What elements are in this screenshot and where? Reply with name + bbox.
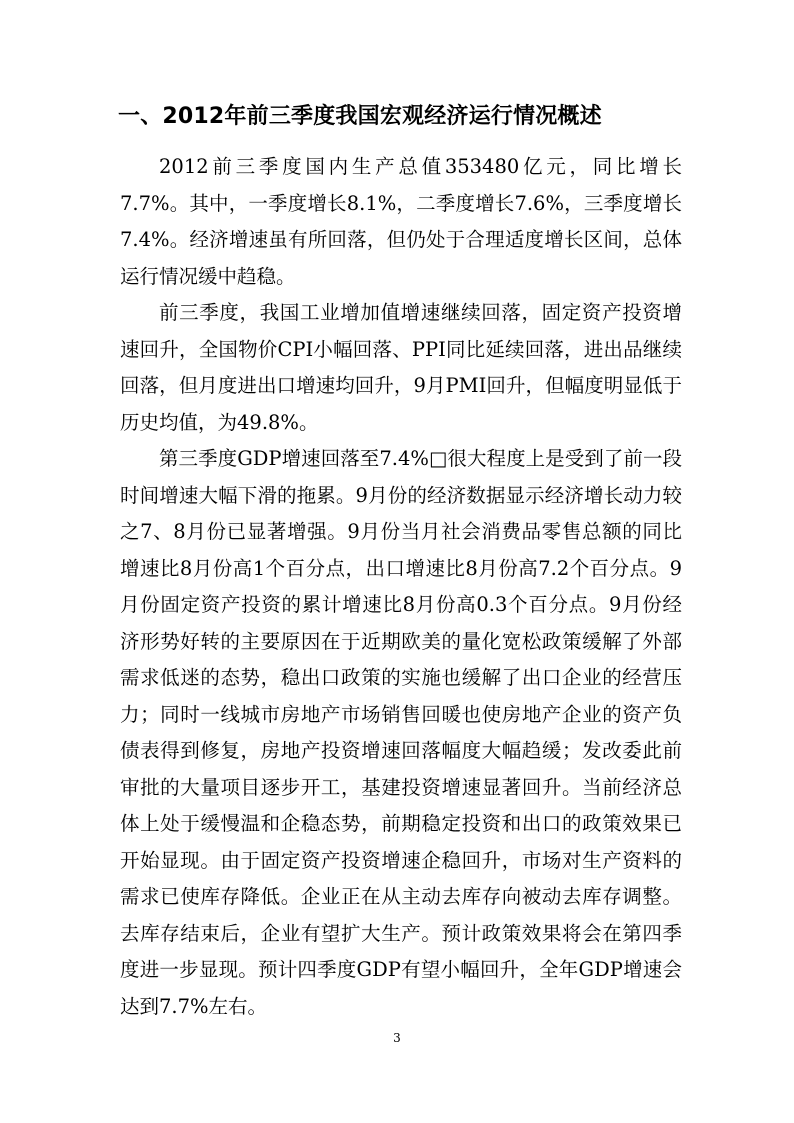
paragraph-indicators: 前三季度，我国工业增加值增速继续回落，固定资产投资增速回升，全国物价CPI小幅回落、PPI同比延续回落，进出品继续回落，但月度进出口增速均回升，9月PMI回升，但幅度明显低于历史均值，为49.8%。	[120, 301, 682, 434]
section-heading: 一、2012年前三季度我国宏观经济运行情况概述	[118, 104, 602, 129]
body-text	[120, 149, 682, 1025]
paragraph-q3-analysis: 第三季度GDP增速回落至7.4%□很大程度上是受到了前一段时间增速大幅下滑的拖累。9月份的经济数据显示经济增长动力较之7、8月份已显著增强。9月份当月社会消费品零售总额的同比增速比8月份高1个百分点，出口增速比8月份高7.2个百分点。9月份固定资产投资的累计增速比8月份高0.3个百分点。9月份经济形势好转的主要原因在于近期欧美的量化宽松政策缓解了外部需求低迷的态势，稳出口政策的实施也缓解了出口企业的经营压力；同时一线城市房地产市场销售回暖也使房地产企业的资产负债表得到修复，房地产投资增速回落幅度大幅趋缓；发改委此前审批的大量项目逐步开工，基建投资增速显著回升。当前经济总体上处于缓慢温和企稳态势，前期稳定投资和出口的政策效果已开始显现。由于固定资产投资增速企稳回升，市场对生产资料的需求已使库存降低。企业正在从主动去库存向被动去库存调整。去库存结束后，企业有望扩大生产。预计政策效果将会在第四季度进一步显现。预计四季度GDP有望小幅回升，全年GDP增速会达到7.7%左右。	[120, 447, 682, 1018]
paragraph-gdp-overview: 2012前三季度国内生产总值353480亿元，同比增长7.7%。其中，一季度增长8.1%，二季度增长7.6%，三季度增长7.4%。经济增速虽有所回落，但仍处于合理适度增长区间，总体运行情况缓中趋稳。	[120, 155, 682, 288]
page-number: 3	[393, 1031, 401, 1045]
